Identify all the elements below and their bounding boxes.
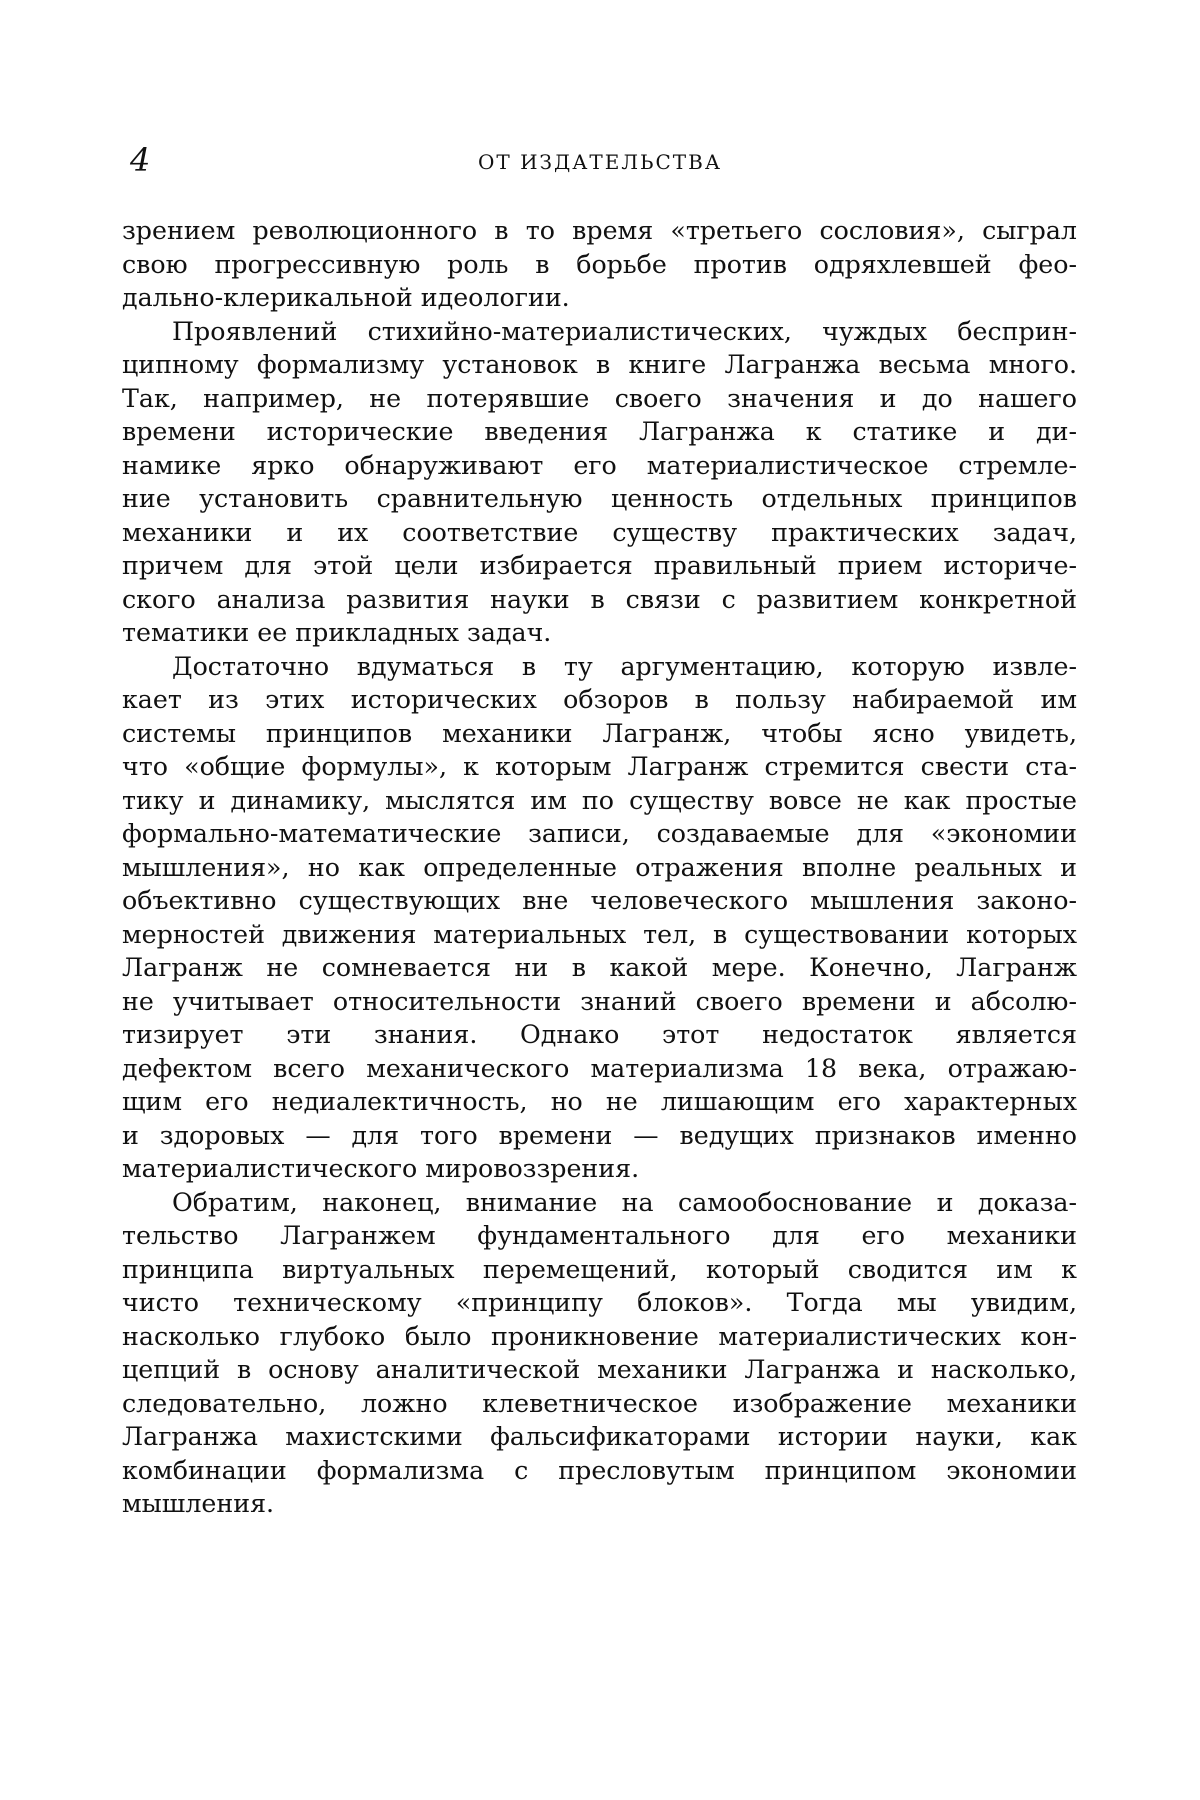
- text-line: мышления», но как определенные отражения вполне реальных и: [122, 852, 1077, 882]
- text-line: Лагранж не сомневается ни в какой мере. Конечно, Лагранж: [122, 953, 1077, 982]
- text-line: что «общие формулы», к которым Лагранж стремится свести ста-: [122, 752, 1077, 781]
- text-line: Так, например, не потерявшие своего значения и до нашего: [122, 383, 1077, 413]
- text-line: насколько глубоко было проникновение материалистических кон-: [122, 1321, 1077, 1351]
- text-line: зрением революционного в то время «третьего сословия», сыграл: [122, 216, 1077, 245]
- text-line: свою прогрессивную роль в борьбе против одряхлевшей фео-: [122, 249, 1077, 279]
- text-line: дально-клерикальной идеологии.: [122, 283, 570, 312]
- text-line: намике ярко обнаруживают его материалистическое стремле-: [122, 450, 1077, 480]
- text-line: тематики ее прикладных задач.: [122, 618, 552, 647]
- text-line: Проявлений стихийно-материалистических, чуждых бесприн-: [172, 316, 1077, 346]
- text-line: дефектом всего механического материализма 18 века, отражаю-: [122, 1053, 1077, 1083]
- text-line: мерностей движения материальных тел, в существовании которых: [122, 919, 1077, 949]
- page-header: [120, 140, 1080, 180]
- body-text: [122, 214, 1077, 1521]
- text-line: Обратим, наконец, внимание на самообоснование и доказа-: [172, 1187, 1077, 1217]
- text-line: тику и динамику, мыслятся им по существу вовсе не как простые: [122, 785, 1077, 815]
- text-line: не учитывает относительности знаний своего времени и абсолю-: [122, 986, 1077, 1016]
- text-line: комбинации формализма с пресловутым принципом экономии: [122, 1455, 1077, 1485]
- paragraph: [122, 650, 1077, 1186]
- text-line: и здоровых — для того времени — ведущих признаков именно: [122, 1120, 1077, 1150]
- text-line: формально-математические записи, создаваемые для «экономии: [122, 819, 1077, 848]
- running-head: ОТ ИЗДАТЕЛЬСТВА: [478, 150, 722, 174]
- text-line: следовательно, ложно клеветническое изображение механики: [122, 1388, 1077, 1418]
- text-line: механики и их соответствие существу практических задач,: [122, 517, 1077, 547]
- text-line: чисто техническому «принципу блоков». Тогда мы увидим,: [122, 1288, 1077, 1317]
- text-line: ципному формализму установок в книге Лагранжа весьма много.: [122, 350, 1077, 379]
- text-line: Лагранжа махистскими фальсификаторами истории науки, как: [122, 1422, 1077, 1451]
- text-line: тизирует эти знания. Однако этот недостаток является: [122, 1020, 1077, 1049]
- paragraph: [122, 315, 1077, 650]
- paragraph: [122, 1186, 1077, 1521]
- text-line: ского анализа развития науки в связи с развитием конкретной: [122, 584, 1077, 614]
- text-line: мышления.: [122, 1489, 275, 1518]
- text-line: принципа виртуальных перемещений, который сводится им к: [122, 1254, 1077, 1284]
- text-line: времени исторические введения Лагранжа к статике и ди-: [122, 417, 1077, 446]
- text-line: тельство Лагранжем фундаментального для его механики: [122, 1221, 1077, 1250]
- text-line: материалистического мировоззрения.: [122, 1154, 640, 1183]
- paragraph: [122, 214, 1077, 315]
- text-line: ние установить сравнительную ценность отдельных принципов: [122, 484, 1077, 513]
- text-line: цепций в основу аналитической механики Лагранжа и насколько,: [122, 1355, 1077, 1384]
- text-line: системы принципов механики Лагранж, чтобы ясно увидеть,: [122, 718, 1077, 748]
- text-line: щим его недиалектичность, но не лишающим его характерных: [122, 1087, 1077, 1116]
- text-line: объективно существующих вне человеческого мышления законо-: [122, 886, 1077, 915]
- text-line: Достаточно вдуматься в ту аргументацию, которую извле-: [172, 651, 1077, 681]
- page-number: 4: [130, 141, 151, 179]
- text-line: кает из этих исторических обзоров в пользу набираемой им: [122, 685, 1077, 714]
- text-line: причем для этой цели избирается правильный прием историче-: [122, 551, 1077, 580]
